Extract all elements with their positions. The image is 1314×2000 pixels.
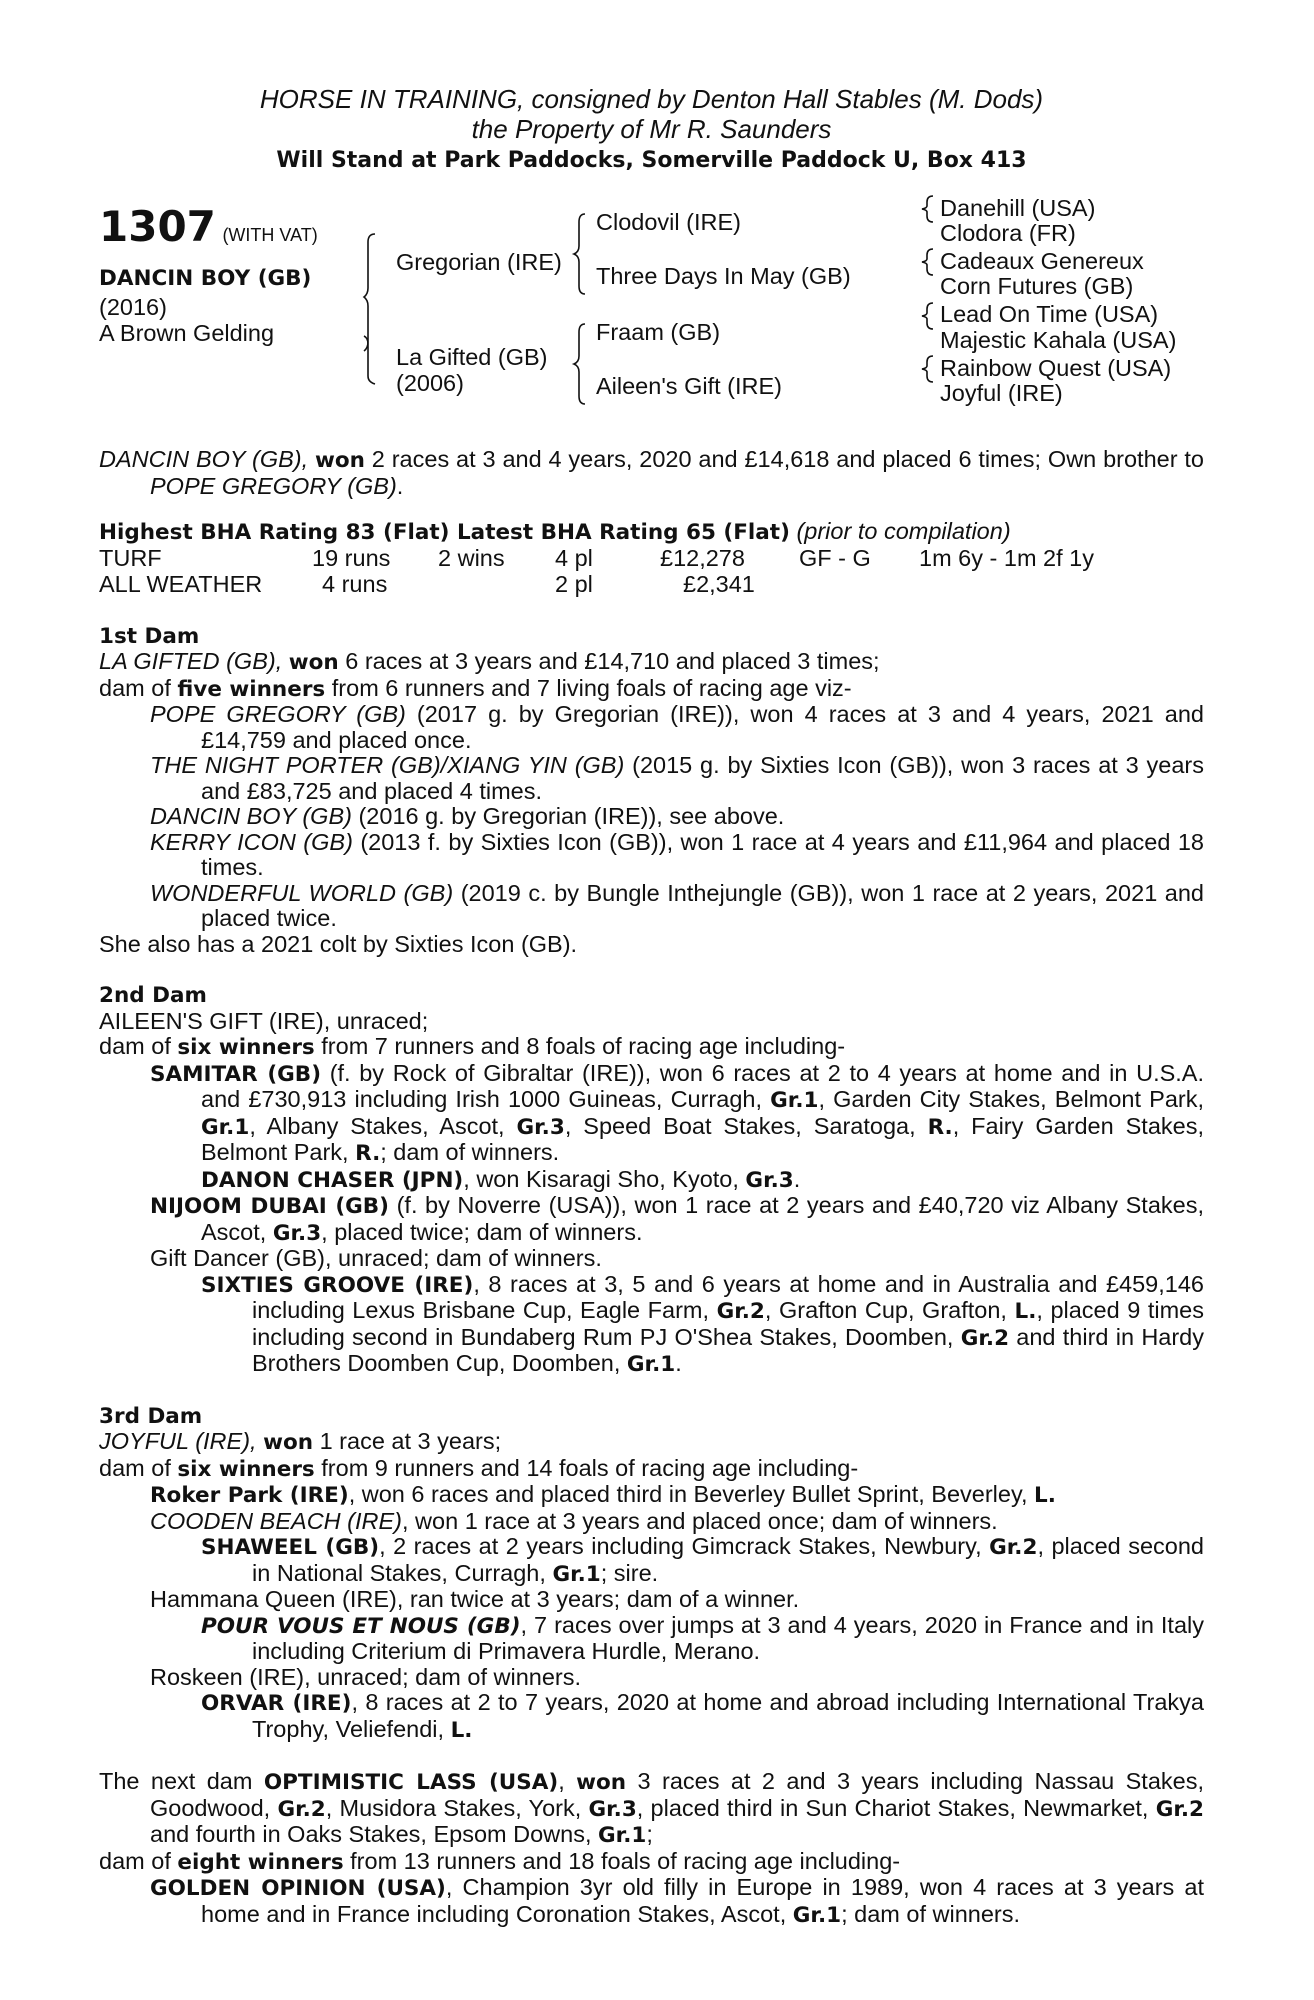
pedigree-table	[99, 194, 1204, 429]
turf-placed: 4 pl	[555, 544, 593, 571]
turf-earnings: £12,278	[660, 544, 745, 571]
turf-label: TURF	[99, 544, 162, 571]
second-dam-heading: 2nd Dam	[99, 983, 207, 1008]
produce-entry: NIJOOM DUBAI (GB) (f. by Noverre (USA)), won 1 race at 2 years and £40,720 viz Albany Stakes, Ascot, Gr.3, placed twice; dam of winners.	[150, 1192, 1204, 1246]
dam-name: La Gifted (GB)	[396, 344, 548, 370]
produce-entry: Roskeen (IRE), unraced; dam of winners.	[150, 1663, 582, 1690]
grandsire-1: Danehill (USA)	[940, 195, 1096, 221]
first-dam-section	[99, 624, 1204, 958]
produce-entry: Hammana Queen (IRE), ran twice at 3 years; dam of a winner.	[150, 1586, 800, 1612]
grandsire-3: Cadeaux Genereux	[940, 248, 1144, 274]
lot-number-row	[99, 204, 318, 250]
second-dam-produce: dam of six winners from 7 runners and 8 foals of racing age including-	[99, 1033, 846, 1060]
turf-distance: 1m 6y - 1m 2f 1y	[919, 544, 1094, 571]
sire-dam-name: Three Days In May (GB)	[596, 263, 851, 289]
granddam-4: Corn Futures (GB)	[940, 273, 1134, 299]
produce-entry: WONDERFUL WORLD (GB) (2019 c. by Bungle Inthejungle (GB)), won 1 race at 2 years, 2021 and placed twice.	[150, 879, 1204, 931]
horse-name: DANCIN BOY (GB)	[99, 266, 312, 291]
granddam-6: Majestic Kahala (USA)	[940, 327, 1177, 353]
produce-entry: POUR VOUS ET NOUS (GB), 7 races over jumps at 3 and 4 years, 2020 in France and in Italy including Criterium di Primavera Hurdle, Merano.	[201, 1611, 1204, 1664]
aw-runs: 4 runs	[322, 570, 388, 597]
third-dam-line: JOYFUL (IRE), won 1 race at 3 years;	[99, 1428, 502, 1455]
sire-name: Gregorian (IRE)	[396, 249, 562, 275]
grandsire-5: Lead On Time (USA)	[940, 301, 1159, 327]
produce-entry: Roker Park (IRE), won 6 races and placed third in Beverley Bullet Sprint, Beverley, L.	[150, 1481, 1056, 1508]
produce-entry: KERRY ICON (GB) (2013 f. by Sixties Icon (GB)), won 1 race at 4 years and £11,964 and placed 18 times.	[150, 828, 1204, 880]
property-line: the Property of Mr R. Saunders	[471, 114, 832, 144]
next-dam-produce: dam of eight winners from 13 runners and 18 foals of racing age including-	[99, 1847, 901, 1875]
second-dam-line: AILEEN'S GIFT (IRE), unraced;	[99, 1007, 429, 1034]
granddam-8: Joyful (IRE)	[940, 380, 1063, 406]
race-record	[99, 546, 1204, 598]
aw-placed: 2 pl	[555, 570, 593, 597]
next-dam-section	[99, 1769, 1204, 1928]
sire-sire-name: Clodovil (IRE)	[596, 209, 741, 235]
intro-paragraph: DANCIN BOY (GB), won 2 races at 3 and 4 years, 2020 and £14,618 and placed 6 times; Own brother to POPE GREGORY (GB).	[99, 446, 1204, 499]
produce-entry: DANON CHASER (JPN), won Kisaragi Sho, Kyoto, Gr.3.	[201, 1165, 801, 1193]
produce-entry: POPE GREGORY (GB) (2017 g. by Gregorian (IRE)), won 4 races at 3 and 4 years, 2021 and £14,759 and placed once.	[150, 701, 1204, 753]
stand-location: Will Stand at Park Paddocks, Somerville Paddock U, Box 413	[276, 148, 1027, 173]
produce-entry: THE NIGHT PORTER (GB)/XIANG YIN (GB) (2015 g. by Sixties Icon (GB)), won 3 races at 3 years and £83,725 and placed 4 times.	[150, 752, 1204, 804]
also-note: She also has a 2021 colt by Sixties Icon (GB).	[99, 930, 578, 957]
third-dam-section	[99, 1404, 1204, 1744]
produce-entry: DANCIN BOY (GB) (2016 g. by Gregorian (IRE)), see above.	[150, 803, 785, 829]
dam-sire-name: Fraam (GB)	[596, 319, 721, 345]
pedigree-bracket-dam	[573, 194, 593, 429]
first-dam-produce: dam of five winners from 6 runners and 7 living foals of racing age viz-	[99, 674, 852, 702]
first-dam-heading: 1st Dam	[99, 623, 200, 649]
turf-runs: 19 runs	[312, 544, 391, 571]
first-dam-line: LA GIFTED (GB), won 6 races at 3 years and £14,710 and placed 3 times;	[99, 648, 880, 675]
vat-note: (WITH VAT)	[222, 225, 318, 245]
pedigree-brackets-grandparents	[921, 194, 941, 429]
dam-dam-name: Aileen's Gift (IRE)	[596, 373, 783, 399]
bha-rating: Highest BHA Rating 83 (Flat) Latest BHA Rating 65 (Flat) (prior to compilation)	[99, 518, 1011, 545]
grandsire-7: Rainbow Quest (USA)	[940, 355, 1172, 381]
produce-entry: SHAWEEL (GB), 2 races at 2 years including Gimcrack Stakes, Newbury, Gr.2, placed second in National Stakes, Curragh, Gr.1; sire.	[201, 1533, 1204, 1587]
lot-number: 1307	[99, 202, 216, 251]
third-dam-heading: 3rd Dam	[99, 1403, 203, 1429]
produce-entry: SAMITAR (GB) (f. by Rock of Gibraltar (IRE)), won 6 races at 2 to 4 years at home and in U.S.A. and £730,913 including Irish 1000 Guineas, Curragh, Gr.1, Garden City Stakes, Belmont Park, Gr.1, Albany Stakes, Ascot, Gr.3, Speed Boat Stakes, Saratoga, R., Fairy Garden Stakes, Belmont Park, R.; dam of winners.	[150, 1059, 1205, 1166]
produce-entry: GOLDEN OPINION (USA), Champion 3yr old filly in Europe in 1989, won 4 races at 3 years at home and in France including Coronation Stakes, Ascot, Gr.1; dam of winners.	[150, 1874, 1205, 1928]
turf-wins: 2 wins	[438, 544, 505, 571]
granddam-2: Clodora (FR)	[940, 220, 1076, 246]
dam-year: (2006)	[396, 370, 464, 396]
second-dam-section	[99, 983, 1204, 1378]
foaling-year: (2016)	[99, 294, 167, 320]
aw-earnings: £2,341	[683, 570, 755, 597]
pedigree-bracket-main	[363, 194, 383, 429]
consignor-line: HORSE IN TRAINING, consigned by Denton Hall Stables (M. Dods)	[259, 84, 1044, 114]
horse-description: A Brown Gelding	[99, 320, 275, 346]
produce-entry: ORVAR (IRE), 8 races at 2 to 7 years, 2020 at home and abroad including International Trakya Trophy, Veliefendi, L.	[201, 1689, 1205, 1743]
aw-label: ALL WEATHER	[99, 570, 263, 597]
third-dam-produce: dam of six winners from 9 runners and 14 foals of racing age including-	[99, 1454, 859, 1482]
turf-going: GF - G	[799, 544, 871, 571]
catalogue-page	[99, 84, 1204, 1928]
produce-entry: Gift Dancer (GB), unraced; dam of winners.	[150, 1245, 602, 1271]
produce-entry: COODEN BEACH (IRE), won 1 race at 3 years and placed once; dam of winners.	[150, 1507, 998, 1534]
produce-entry: SIXTIES GROOVE (IRE), 8 races at 3, 5 and 6 years at home and in Australia and £459,146 including Lexus Brisbane Cup, Eagle Farm, Gr.2, Grafton Cup, Grafton, L., placed 9 times including second in Bundaberg Rum PJ O'Shea Stakes, Doomben, Gr.2 and third in Hardy Brothers Doomben Cup, Doomben, Gr.1.	[201, 1270, 1204, 1377]
next-dam-line: The next dam OPTIMISTIC LASS (USA), won 3 races at 2 and 3 years including Nassau Stakes, Goodwood, Gr.2, Musidora Stakes, York, Gr.3, placed third in Sun Chariot Stakes, Newmarket, Gr.2 and fourth in Oaks Stakes, Epsom Downs, Gr.1;	[99, 1768, 1205, 1848]
